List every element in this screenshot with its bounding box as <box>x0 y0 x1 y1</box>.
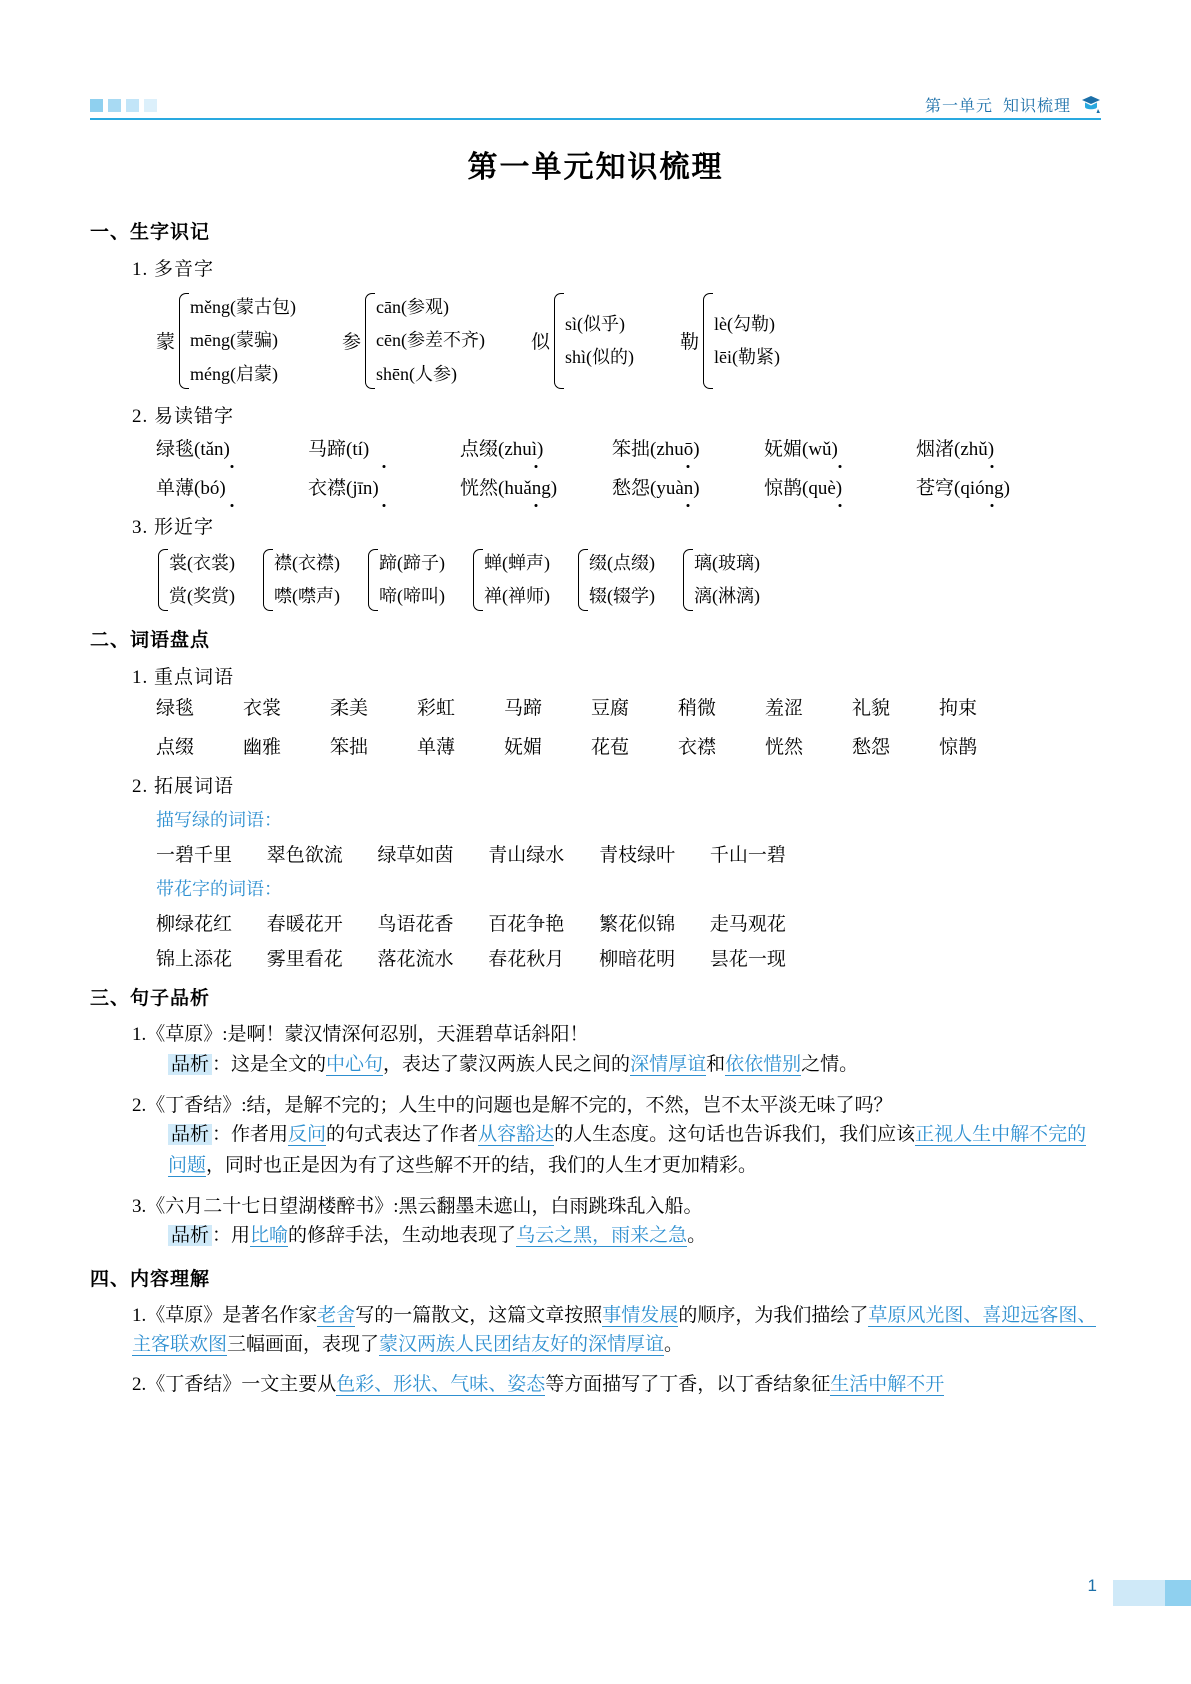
comprehension-text: 2.《丁香结》一文主要从 <box>132 1373 337 1395</box>
analysis-highlight: 反问 <box>288 1124 327 1146</box>
duoyinzi-reading: shì(似的) <box>565 346 634 367</box>
phrase: 春花秋月 <box>488 949 565 971</box>
cuozi-cell: 愁怨(yuàn) <box>612 473 764 500</box>
keyword-cell: 柔美 <box>330 698 369 720</box>
keyword-cell: 拘束 <box>939 698 978 720</box>
xingjinzi-entry: 蹄(蹄子) <box>379 552 445 573</box>
keyword-cell: 衣裳 <box>243 698 282 720</box>
keyword-cell: 幽雅 <box>243 737 282 759</box>
xingjinzi-entry: 噤(噤声) <box>274 586 340 607</box>
label-green-words: 描写绿的词语： <box>156 810 282 831</box>
keyword-cell: 礼貌 <box>852 698 891 720</box>
xingjinzi-entry: 璃(玻璃) <box>694 552 760 573</box>
section-heading-2: 二、词语盘点 <box>90 630 211 652</box>
header-right-group <box>925 93 1101 116</box>
cuozi-cell: 烟渚(zhǔ) <box>916 434 1068 461</box>
analysis-line <box>168 1120 1101 1182</box>
xingjinzi-entry: 禅(禅师) <box>484 586 550 607</box>
cuozi-cell: 笨拙(zhuō) <box>612 434 764 461</box>
analysis-highlight: 乌云之黑，雨来之急 <box>516 1225 688 1247</box>
analysis-highlight: 依依惜别 <box>725 1053 802 1075</box>
duoyinzi-item <box>156 291 296 391</box>
analysis-text: 的句式表达了作者 <box>326 1124 479 1146</box>
phrase: 绿草如茵 <box>377 845 454 867</box>
keyword-cell: 愁怨 <box>852 737 891 759</box>
keyword-cell: 稍微 <box>678 698 717 720</box>
xingjinzi-group <box>156 547 1101 614</box>
page-number: 1 <box>1087 1576 1097 1595</box>
cuozi-cell: 点缀(zhuì) <box>460 434 612 461</box>
sentence-item <box>132 1192 1101 1221</box>
keyword-cell: 衣襟 <box>678 737 717 759</box>
keyword-cell: 笨拙 <box>330 737 369 759</box>
subheading-xingjinzi: 3. 形近字 <box>132 516 215 538</box>
xingjinzi-item <box>366 547 445 614</box>
comprehension-text: 等方面描写了丁香，以丁香结象征 <box>545 1373 831 1395</box>
cuozi-cell: 恍然(huǎng) <box>460 473 612 500</box>
analysis-text: 的修辞手法，生动地表现了 <box>288 1225 517 1247</box>
xingjinzi-entry: 襟(衣襟) <box>274 552 340 573</box>
duoyinzi-group <box>156 291 1101 391</box>
subheading-keywords: 1. 重点词语 <box>132 667 235 689</box>
document-content <box>90 205 1101 1399</box>
brace-icon <box>552 291 563 391</box>
table-row <box>156 434 1101 461</box>
duoyinzi-reading: shēn(人参) <box>376 363 457 384</box>
duoyinzi-item <box>342 291 485 391</box>
phrase: 锦上添花 <box>156 949 233 971</box>
keyword-cell: 彩虹 <box>417 698 456 720</box>
comprehension-highlight: 事情发展 <box>602 1304 679 1326</box>
xingjinzi-item <box>681 547 760 614</box>
analysis-highlight: 深情厚谊 <box>630 1053 707 1075</box>
yiducuozi-table <box>156 434 1101 500</box>
phrase: 柳绿花红 <box>156 914 233 936</box>
duoyinzi-lead: 蒙 <box>156 332 176 354</box>
phrase: 春暖花开 <box>266 914 343 936</box>
keyword-cell: 点缀 <box>156 737 195 759</box>
duoyinzi-reading: cān(参观) <box>376 297 449 317</box>
phrase: 鸟语花香 <box>377 914 454 936</box>
keyword-cell: 恍然 <box>765 737 804 759</box>
analysis-line <box>168 1221 1101 1252</box>
keyword-cell: 马蹄 <box>504 698 543 720</box>
analysis-badge: 品析 <box>168 1124 212 1145</box>
xingjinzi-entry: 赏(奖赏) <box>169 586 235 607</box>
brace-icon <box>177 291 188 391</box>
subheading-yiducuozi: 2. 易读错字 <box>132 405 235 427</box>
duoyinzi-reading: méng(启蒙) <box>190 363 278 384</box>
duoyinzi-reading: lēi(勒紧) <box>714 346 780 367</box>
phrase: 千山一碧 <box>709 845 786 867</box>
brace-icon <box>681 547 692 614</box>
cuozi-cell: 衣襟(jīn) <box>308 473 460 500</box>
duoyinzi-reading: mēng(蒙骗) <box>190 330 278 351</box>
duoyinzi-reading: měng(蒙古包) <box>190 297 296 317</box>
sentence-item <box>132 1091 1101 1120</box>
cuozi-cell: 绿毯(tǎn) <box>156 434 308 461</box>
analysis-highlight: 从容豁达 <box>478 1124 555 1146</box>
comprehension-item <box>132 1370 1101 1399</box>
analysis-text: 。 <box>687 1225 707 1247</box>
keyword-cell: 花苞 <box>591 737 630 759</box>
header-section-label: 知识梳理 <box>1002 98 1071 115</box>
comprehension-highlight: 老舍 <box>317 1304 356 1326</box>
cuozi-cell: 惊鹊(què) <box>764 473 916 500</box>
sentence-source: 2.《丁香结》: <box>132 1094 247 1116</box>
phrase: 繁花似锦 <box>599 914 676 936</box>
comprehension-item <box>132 1301 1101 1360</box>
comprehension-text: 。 <box>664 1334 684 1356</box>
analysis-text: ：这是全文的 <box>212 1053 327 1075</box>
comprehension-highlight: 生活中解不开 <box>830 1373 945 1395</box>
flower-words-line-2 <box>156 944 1101 971</box>
cuozi-cell: 苍穹(qióng) <box>916 473 1068 500</box>
duoyinzi-lead: 勒 <box>680 332 700 354</box>
sentence-item <box>132 1020 1101 1049</box>
keyword-grid <box>156 693 1101 759</box>
analysis-badge: 品析 <box>168 1054 212 1075</box>
phrase: 青枝绿叶 <box>599 845 676 867</box>
page-header <box>90 86 1101 120</box>
comprehension-highlight: 色彩、形状、气味、姿态 <box>336 1373 546 1395</box>
xingjinzi-entry: 漓(淋漓) <box>694 586 760 607</box>
brace-icon <box>363 291 374 391</box>
duoyinzi-lead: 参 <box>342 332 362 354</box>
keyword-cell: 羞涩 <box>765 698 804 720</box>
section-heading-1: 一、生字识记 <box>90 222 211 243</box>
analysis-text: ：作者用 <box>212 1124 289 1146</box>
duoyinzi-item <box>680 291 780 391</box>
brace-icon <box>366 547 377 614</box>
keyword-cell: 豆腐 <box>591 698 630 720</box>
cuozi-cell: 马蹄(tí) <box>308 434 460 461</box>
sentence-source: 1.《草原》: <box>132 1024 228 1046</box>
phrase: 百花争艳 <box>488 914 565 936</box>
xingjinzi-entry: 啼(啼叫) <box>379 586 445 607</box>
duoyinzi-lead: 似 <box>530 332 550 354</box>
phrase: 青山绿水 <box>488 845 565 867</box>
duoyinzi-reading: lè(勾勒) <box>714 313 775 334</box>
keyword-row <box>156 693 1101 720</box>
analysis-text: 和 <box>706 1053 726 1075</box>
header-rule <box>90 118 1101 120</box>
duoyinzi-reading: cēn(参差不齐) <box>376 330 485 351</box>
comprehension-text: 的顺序，为我们描绘了 <box>678 1304 869 1326</box>
section-heading-4: 四、内容理解 <box>90 1268 211 1290</box>
phrase: 雾里看花 <box>266 949 343 971</box>
cuozi-cell: 单薄(bó) <box>156 473 308 500</box>
brace-icon <box>471 547 482 614</box>
header-unit-label: 第一单元 <box>924 98 993 115</box>
duoyinzi-item <box>531 291 634 391</box>
phrase: 昙花一现 <box>709 949 786 971</box>
subheading-duoyinzi: 1. 多音字 <box>132 259 215 280</box>
xingjinzi-entry: 缀(点缀) <box>589 552 655 573</box>
analysis-text: ，同时也正是因为有了这些解不开的结，我们的人生才更加精彩。 <box>206 1154 758 1176</box>
comprehension-text: 1.《草原》是著名作家 <box>132 1304 318 1326</box>
analysis-highlight: 正视人生中解不完的问题 <box>168 1124 1087 1176</box>
analysis-text: ：用 <box>212 1225 251 1247</box>
table-row <box>156 473 1101 500</box>
comprehension-text: 三幅画面，表现了 <box>227 1334 380 1356</box>
duoyinzi-reading: sì(似乎) <box>565 313 625 334</box>
keyword-cell: 单薄 <box>417 737 456 759</box>
xingjinzi-entry: 裳(衣裳) <box>169 552 235 573</box>
footer-decoration-square <box>1165 1580 1191 1606</box>
comprehension-highlight: 草原风光图、喜迎远客图、主客联欢图 <box>132 1304 1097 1356</box>
phrase: 走马观花 <box>709 914 786 936</box>
header-decoration-squares <box>90 99 157 112</box>
keyword-cell: 惊鹊 <box>939 737 978 759</box>
page-title: 第一单元知识梳理 <box>467 151 724 184</box>
xingjinzi-item <box>471 547 550 614</box>
xingjinzi-entry: 辍(辍学) <box>589 586 655 607</box>
cuozi-cell: 妩媚(wǔ) <box>764 434 916 461</box>
analysis-text: 之情。 <box>801 1053 859 1075</box>
sentence-source: 3.《六月二十七日望湖楼醉书》: <box>132 1195 399 1217</box>
xingjinzi-item <box>156 547 235 614</box>
keyword-cell: 绿毯 <box>156 698 195 720</box>
analysis-text: 的人生态度。这句话也告诉我们，我们应该 <box>554 1124 916 1146</box>
keyword-cell: 妩媚 <box>504 737 543 759</box>
sentence-text: 结，是解不完的；人生中的问题也是解不完的，不然，岂不太平淡无味了吗？ <box>246 1094 893 1116</box>
xingjinzi-item <box>576 547 655 614</box>
brace-icon <box>156 547 167 614</box>
green-words-line <box>156 840 1101 867</box>
xingjinzi-item <box>261 547 340 614</box>
sentence-text: 黑云翻墨未遮山，白雨跳珠乱入船。 <box>398 1195 703 1217</box>
label-flower-words: 带花字的词语： <box>156 879 282 900</box>
analysis-badge: 品析 <box>168 1225 212 1246</box>
keyword-row <box>156 732 1101 759</box>
flower-words-line-1 <box>156 909 1101 936</box>
subheading-extended-words: 2. 拓展词语 <box>132 776 235 798</box>
analysis-line <box>168 1050 1101 1081</box>
analysis-highlight: 中心句 <box>326 1053 384 1075</box>
comprehension-text: 写的一篇散文，这篇文章按照 <box>355 1304 603 1326</box>
brace-icon <box>261 547 272 614</box>
phrase: 一碧千里 <box>156 845 233 867</box>
analysis-highlight: 比喻 <box>250 1225 289 1247</box>
brace-icon <box>701 291 712 391</box>
comprehension-highlight: 蒙汉两族人民团结友好的深情厚谊 <box>379 1334 665 1356</box>
phrase: 翠色欲流 <box>266 845 343 867</box>
phrase: 柳暗花明 <box>599 949 676 971</box>
brace-icon <box>576 547 587 614</box>
xingjinzi-entry: 蝉(蝉声) <box>484 552 550 573</box>
graduation-cap-icon <box>1081 94 1101 116</box>
sentence-text: 是啊！蒙汉情深何忍别，天涯碧草话斜阳！ <box>227 1024 589 1046</box>
section-heading-3: 三、句子品析 <box>90 988 211 1010</box>
analysis-text: ，表达了蒙汉两族人民之间的 <box>383 1053 631 1075</box>
phrase: 落花流水 <box>377 949 454 971</box>
